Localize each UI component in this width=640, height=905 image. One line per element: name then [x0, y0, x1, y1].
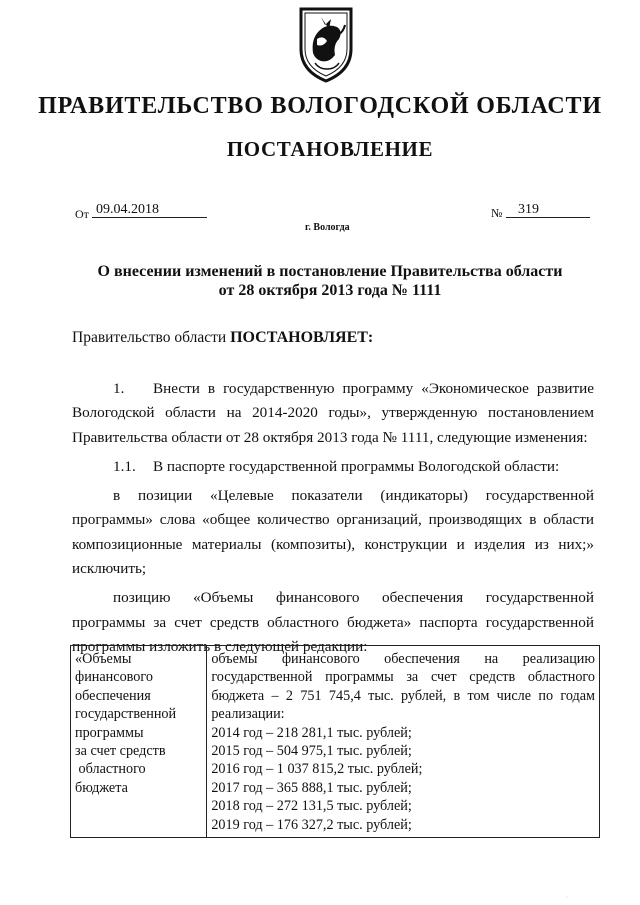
date-prefix: От	[75, 207, 89, 221]
decree-statement	[72, 329, 373, 347]
document-body	[72, 377, 594, 664]
document-number: 319	[506, 202, 590, 218]
paragraph-3: в позиции «Целевые показатели (индикаторы) государственной программы» слова «общее количество организаций, производящих в области композиционные материалы (композиты), конструкции и изделия из них;» исключить;	[72, 487, 594, 578]
funding-intro: объемы финансового обеспечения на реализацию государственной программы за счет средств областного бюджета – 2 751 745,4 тыс. рублей, в том числе по годам реализации:	[211, 651, 595, 723]
label-line: финансового	[75, 669, 153, 686]
table-row	[71, 646, 600, 838]
paragraph-2-number: 1.1.	[113, 457, 136, 475]
paragraph-4: позицию «Объемы финансового обеспечения государственной программы за счет средств областного бюджета» паспорта государственной программы изложить в следующей редакции:	[72, 589, 594, 655]
document-date: 09.04.2018	[92, 202, 207, 218]
decree-verb: ПОСТАНОВЛЯЕТ:	[230, 329, 374, 346]
decree-prefix: Правительство области	[72, 329, 227, 346]
funding-label-cell	[71, 646, 207, 838]
coat-of-arms-emblem	[297, 5, 355, 83]
label-line: программы	[75, 724, 144, 741]
funding-table	[70, 645, 600, 838]
paragraph-2-text: В паспорте государственной программы Вологодской области:	[153, 457, 560, 475]
paragraph-2	[72, 455, 594, 479]
subject-line-2: от 28 октября 2013 года № 1111	[218, 282, 442, 299]
funding-year-row: 2017 год – 365 888,1 тыс. рублей;	[211, 779, 412, 796]
paragraph-1-text: Внести в государственную программу «Экономическое развитие Вологодской области на 2014-2020 годы», утвержденную постановлением Правительства области от 28 октября 2013 года № 1111, следующие изменения:	[72, 380, 594, 446]
funding-year-row: 2018 год – 272 131,5 тыс. рублей;	[211, 798, 412, 815]
funding-year-row: 2015 год – 504 975,1 тыс. рублей;	[211, 743, 412, 760]
label-line: «Объемы	[75, 651, 132, 667]
label-line: государственной	[75, 706, 177, 723]
document-subject	[0, 262, 640, 300]
number-prefix: №	[491, 206, 503, 220]
scan-mark: ·	[566, 895, 568, 901]
government-title: ПРАВИТЕЛЬСТВО ВОЛОГОДСКОЙ ОБЛАСТИ	[38, 93, 602, 119]
label-line: обеспечения	[75, 687, 151, 704]
funding-year-row: 2016 год – 1 037 815,2 тыс. рублей;	[211, 761, 423, 778]
label-line: областного	[75, 761, 146, 778]
funding-year-row: 2014 год – 218 281,1 тыс. рублей;	[211, 724, 412, 741]
paragraph-1	[72, 377, 594, 450]
paragraph-1-number: 1.	[113, 380, 125, 397]
funding-year-row: 2019 год – 176 327,2 тыс. рублей;	[211, 816, 412, 833]
label-line: за счет средств	[75, 743, 166, 760]
document-type: ПОСТАНОВЛЕНИЕ	[226, 137, 434, 161]
city-label: г. Вологда	[305, 222, 350, 233]
label-line: бюджета	[75, 779, 128, 796]
funding-value-cell	[207, 646, 600, 838]
subject-line-1: О внесении изменений в постановление Правительства области	[97, 263, 563, 280]
